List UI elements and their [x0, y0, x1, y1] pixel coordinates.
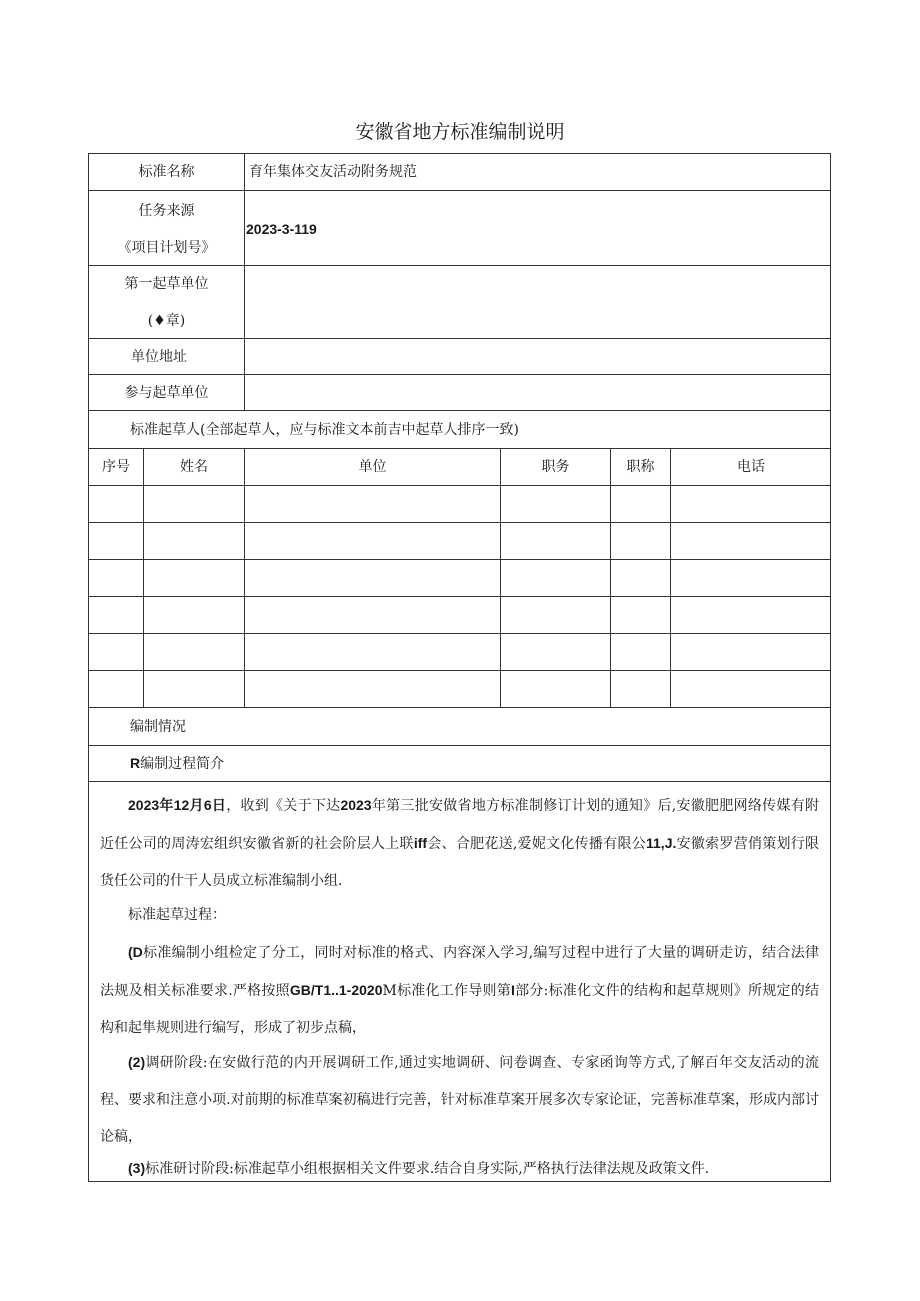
- p1-date: 2023年12月6日: [128, 797, 227, 813]
- col-divider: [610, 448, 611, 707]
- row-divider: [88, 374, 831, 375]
- col-divider: [244, 153, 245, 410]
- col-divider: [500, 448, 501, 707]
- row-divider: [88, 781, 831, 782]
- body-paragraph-1: 2023年12月6日，收到《关于下达2023年第三批安做省地方标准制修订计划的通知》后,安徽肥肥网络传媒有附近任公司的周涛宏组织安徽省新的社会阶层人上联iff会、合肥花送,爱妮文化传播有限公11,J.安徽索罗营俏策划行限货任公司的什干人员成立标准编制小组.: [100, 797, 820, 889]
- row-divider: [88, 265, 831, 266]
- task-source-value: 2023-3-119: [246, 221, 317, 237]
- task-source-sub: 《项目计划号》: [117, 240, 216, 256]
- row-divider: [88, 633, 831, 634]
- col-divider: [143, 448, 144, 707]
- drafters-heading: 标准起草人(全部起草人，应与标准文本前吉中起草人排序一致): [130, 422, 519, 438]
- unit-address-label: 单位地址: [131, 349, 187, 365]
- col-divider: [244, 448, 245, 707]
- first-drafter-sub: (♦章): [147, 313, 186, 329]
- table-header-name: 姓名: [180, 459, 208, 475]
- row-divider: [88, 670, 831, 671]
- row-divider: [88, 338, 831, 339]
- row-divider: [88, 745, 831, 746]
- row-divider: [88, 410, 831, 411]
- row-divider: [88, 522, 831, 523]
- page-title: 安徽省地方标准编制说明: [355, 121, 565, 143]
- table-header-title: 职称: [626, 459, 655, 475]
- table-header-unit: 单位: [358, 459, 387, 475]
- col-divider: [670, 448, 671, 707]
- standard-name-label: 标准名称: [138, 164, 195, 180]
- participating-units-label: 参与起草单位: [124, 385, 209, 401]
- row-divider: [88, 485, 831, 486]
- first-drafter-label: 第一起草单位: [124, 276, 209, 292]
- row-divider: [88, 707, 831, 708]
- process-prefix: R: [130, 755, 141, 771]
- row-divider: [88, 190, 831, 191]
- table-header-phone: 电话: [737, 459, 765, 475]
- standard-name-value: 育年集体交友活动附务规范: [249, 164, 417, 180]
- body-paragraph-5: (3)标准研讨阶段:标准起草小组根据相关文件要求.结合自身实际,严格执行法律法规及政策文件.: [128, 1160, 710, 1177]
- row-divider: [88, 559, 831, 560]
- compilation-label: 编制情况: [130, 719, 186, 735]
- body-paragraph-4: (2)调研阶段:在安做行范的内开展调研工作,通过实地调研、问卷调查、专家函询等方式,了解百年交友活动的流程、要求和注意小项.对前期的标准草案初稿进行完善，针对标准草案开展多次专家论证，完善标准草案，形成内部讨论稿，: [100, 1054, 819, 1145]
- process-heading: [130, 753, 224, 774]
- body-paragraph-3: (D标准编制小组检定了分工，同时对标准的格式、内容深入学习,编写过程中进行了大量的调研走访，结合法律法规及相关标准要求.严格按照GB/T1..1-2020M标准化工作导则第I部分:标准化文件的结构和起草规则》所规定的结构和起隼规则进行编写，形成了初步点稿，: [100, 944, 820, 1036]
- table-header-position: 职务: [541, 459, 570, 475]
- body-paragraph-2: 标准起草过程：: [128, 907, 226, 923]
- process-label: 编制过程简介: [140, 756, 225, 772]
- row-divider: [88, 448, 831, 449]
- row-divider: [88, 596, 831, 597]
- task-source-label: 任务来源: [138, 203, 195, 219]
- table-header-index: 序号: [102, 459, 130, 475]
